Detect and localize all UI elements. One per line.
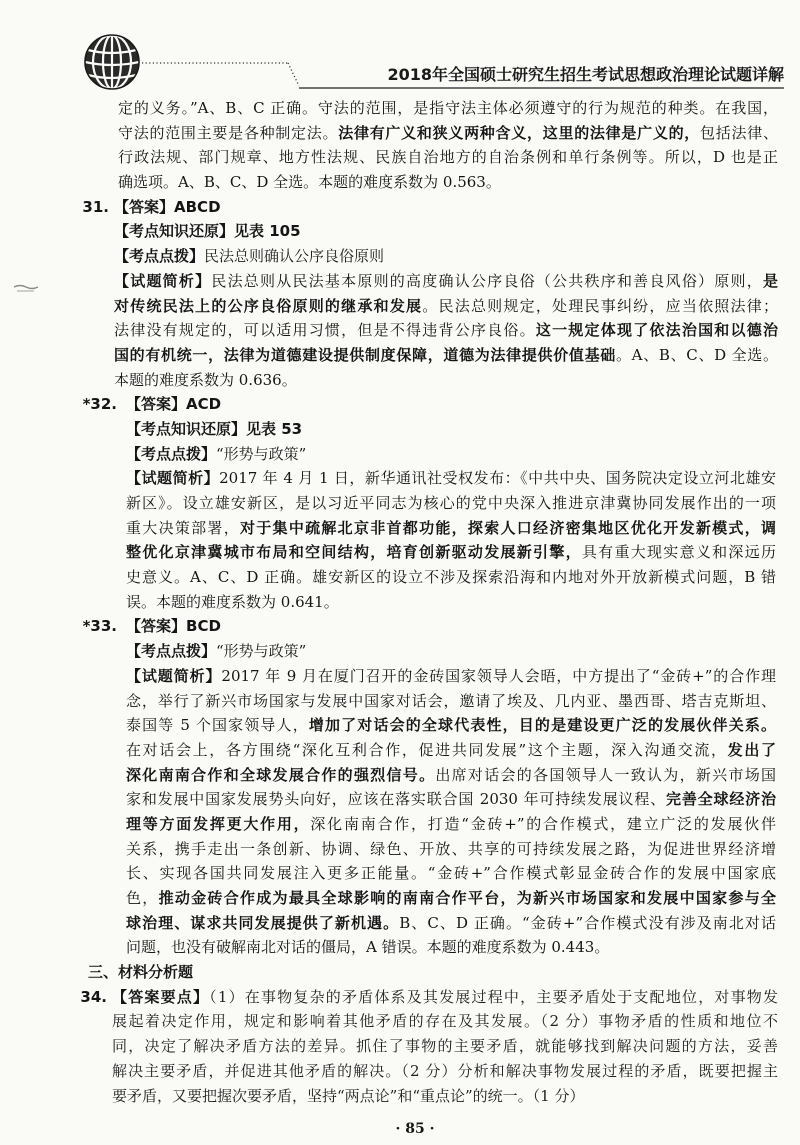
text-run: 问题，也没有破解南北对话的僵局，A 错误。本题的难度系数为 0.443。 [126, 938, 610, 957]
answer-line [114, 195, 778, 220]
text-line [126, 886, 776, 911]
text-run: 同，决定了解决矛盾方法的差异。抓住了事物的主要矛盾，就能够找到解决问题的方法，妥善 [112, 1037, 778, 1056]
text-line [118, 96, 778, 121]
text-run: 守法的范围主要是各种制定法。 [118, 123, 339, 142]
text-line [126, 565, 776, 590]
text-line [126, 763, 776, 788]
text-line [126, 911, 776, 936]
tip-line [126, 442, 776, 467]
emphasized-text: 整优化京津冀城市布局和空间结构，培育创新驱动发展新引擎， [126, 543, 582, 562]
text-run: 重大决策部署， [126, 518, 240, 537]
emphasized-text: 增加了对话会的全球代表性，目的是建设更广泛的发展伙伴关系。 [308, 716, 776, 735]
globe-icon [85, 35, 139, 89]
analysis-block [126, 466, 776, 614]
emphasized-text: 发出了 [727, 740, 776, 759]
text-line [114, 343, 778, 368]
text-run: 史意义。A、C、D 正确。雄安新区的设立不涉及探索沿海和内地对外开放新模式问题，B 错 [126, 568, 776, 587]
text-run: （1）在事物复杂的矛盾体系及其发展过程中，主要矛盾处于支配地位，对事物发 [209, 987, 778, 1006]
text-line [112, 1059, 778, 1084]
tip-line [114, 244, 778, 269]
emphasized-text: 完善全球经济治 [666, 790, 776, 809]
tip-line [126, 639, 776, 664]
emphasized-text: 深化南南合作和全球发展合作的强烈信号。 [126, 765, 436, 784]
emphasized-text: 对于集中疏解北京非首都功能，探索人口经济密集地区优化开发新模式，调 [239, 518, 776, 537]
tip-label: 【考点点拨】 [114, 247, 205, 266]
text-line [126, 491, 776, 516]
question-number: 34. [80, 987, 107, 1006]
text-run: 关系，携手走出一条创新、协调、绿色、开放、共享的可持续发展之路，为促进世界经济增 [126, 839, 776, 858]
text-line [114, 318, 778, 343]
question-number: 31. [82, 197, 109, 216]
knowledge-line [114, 219, 778, 244]
emphasized-text: 球治理、谋求共同发展提供了新机遇。 [126, 913, 400, 932]
text-line [118, 170, 778, 195]
section-label: 【答案要点】 [112, 987, 210, 1006]
text-line [114, 269, 778, 294]
answer-value: ACD [186, 395, 222, 414]
tip-label: 【考点点拨】 [126, 444, 217, 463]
text-run: 本题的难度系数为 0.636。 [114, 370, 297, 389]
knowledge-reference: 见表 105 [234, 222, 301, 241]
answer-value: ABCD [174, 197, 221, 216]
text-line [112, 985, 778, 1010]
knowledge-line [126, 417, 776, 442]
text-line [126, 812, 776, 837]
knowledge-label: 【考点知识还原】 [114, 222, 235, 241]
text-line [112, 1009, 778, 1034]
text-run: 法律没有规定的，可以适用习惯，但是不得违背公序良俗。 [114, 321, 536, 340]
text-run: 家和发展中国家发展势头向好，应该在落实联合国 2030 年可持续发展议程、 [126, 790, 667, 809]
text-line [114, 368, 778, 393]
text-line [118, 145, 778, 170]
answer-points-block [112, 985, 778, 1108]
question-number: *33. [82, 617, 117, 636]
continued-explanation [118, 96, 778, 195]
section-label: 【试题简析】 [126, 666, 222, 685]
book-title: 2018年全国硕士研究生招生考试思想政治理论试题详解 [387, 65, 784, 84]
text-line [112, 1034, 778, 1059]
page-body [0, 96, 800, 1108]
text-line [126, 664, 776, 689]
text-run: 长、实现各国共同发展注入更多正能量。“金砖+”合作模式彰显金砖合作的发展中国家底 [126, 864, 776, 883]
text-run: 深化南南合作，打造“金砖+”的合作模式，建立广泛的发展伙伴 [310, 814, 776, 833]
text-run: 民法总则从民法基本原则的高度确认公序良俗（公共秩序和善良风俗）原则， [211, 271, 763, 290]
dotted-rule-drop [288, 63, 299, 86]
text-run: 2017 年 4 月 1 日，新华通讯社受权发布：《中共中央、国务院决定设立河北雄安 [219, 469, 776, 488]
text-line [126, 516, 776, 541]
text-line [126, 787, 776, 812]
answer-line [126, 614, 776, 639]
text-line [126, 590, 776, 615]
text-run: 。民法总则规定，处理民事纠纷，应当依照法律； [422, 296, 778, 315]
knowledge-label: 【考点知识还原】 [126, 419, 247, 438]
tip-text: “形势与政策” [216, 444, 307, 463]
answer-label: 【答案】 [126, 617, 187, 636]
text-line [126, 861, 776, 886]
text-run: 展起着决定作用，规定和影响着其他矛盾的存在及其发展。（2 分）事物矛盾的性质和地位不 [112, 1012, 778, 1031]
text-line [126, 689, 776, 714]
text-line [126, 540, 776, 565]
text-line [118, 121, 778, 146]
text-run: 定的义务。”A、B、C 正确。守法的范围，是指守法主体必须遵守的行为规范的种类。在我国， [118, 99, 778, 117]
text-run: 2017 年 9 月在厦门召开的金砖国家领导人会晤，中方提出了“金砖+”的合作理 [221, 666, 776, 685]
text-run: 解决主要矛盾，并促进其他矛盾的解决。（2 分）分析和解决事物发展过程的矛盾，既要把握主 [112, 1061, 778, 1080]
text-line [126, 935, 776, 960]
text-run: B、C、D 正确。“金砖+”合作模式没有涉及南北对话 [399, 913, 776, 932]
emphasized-text: 国的有机统一，法律为道德建设提供制度保障，道德为法律提供价值基础 [114, 345, 616, 364]
section-label: 【试题简析】 [114, 271, 212, 290]
tip-text: “形势与政策” [216, 642, 307, 661]
answer-label: 【答案】 [126, 395, 187, 414]
emphasized-text: 推动金砖合作成为最具全球影响的南南合作平台，为新兴市场国家和发展中国家参与全 [158, 889, 776, 907]
text-line [126, 738, 776, 763]
question-32 [82, 392, 776, 614]
text-run: 色， [126, 889, 159, 907]
text-run: 在对话会上，各方围绕“深化互利合作，促进共同发展”这个主题，深入沟通交流， [126, 740, 728, 759]
analysis-block [114, 269, 778, 392]
text-run: 具有重大现实意义和深远历 [581, 543, 776, 562]
question-31 [82, 195, 778, 393]
text-line [112, 1084, 778, 1109]
emphasized-text: 对传统民法上的公序良俗原则的继承和发展 [114, 296, 423, 315]
text-run: 。A、B、C、D 全选。 [615, 345, 778, 364]
answer-line [126, 392, 776, 417]
section-label: 【试题简析】 [126, 469, 220, 488]
tip-label: 【考点点拨】 [126, 642, 217, 661]
section-heading: 三、材料分析题 [88, 963, 194, 982]
question-number: *32. [82, 395, 117, 414]
analysis-block [126, 664, 776, 960]
page-number: · 85 · [395, 1121, 435, 1137]
text-run: 要矛盾，又要把握次要矛盾，坚持“两点论”和“重点论”的统一。（1 分） [112, 1086, 585, 1105]
text-run: 新区》。设立雄安新区，是以习近平同志为核心的党中央深入推进京津冀协同发展作出的一项 [126, 494, 776, 512]
question-33 [82, 614, 776, 960]
emphasized-text: 是 [762, 271, 778, 290]
text-line [114, 294, 778, 319]
text-run: 念，举行了新兴市场国家与发展中国家对话会，邀请了埃及、几内亚、墨西哥、塔吉克斯坦、 [126, 691, 776, 710]
answer-label: 【答案】 [114, 197, 175, 216]
text-run: 误。本题的难度系数为 0.641。 [126, 592, 339, 611]
tip-text: 民法总则确认公序良俗原则 [204, 247, 385, 266]
text-run: 泰国等 5 个国家领导人， [126, 716, 309, 735]
emphasized-text: 法律有广义和狭义两种含义，这里的法律是广义的， [338, 123, 701, 142]
text-run: 确选项。A、B、C、D 全选。本题的难度系数为 0.563。 [118, 173, 501, 192]
text-line [126, 837, 776, 862]
answer-value: BCD [186, 617, 221, 636]
text-run: 包括法律、 [700, 123, 778, 142]
text-run: 出席对话会的各国领导人一致认为，新兴市场国 [435, 765, 776, 784]
text-line [126, 713, 776, 738]
text-run: 行政法规、部门规章、地方性法规、民族自治地方的自治条例和单行条例等。所以，D 也是正 [118, 148, 778, 167]
text-line [126, 466, 776, 491]
question-34 [80, 985, 778, 1108]
emphasized-text: 理等方面发挥更大作用， [126, 814, 311, 833]
knowledge-reference: 见表 53 [246, 419, 303, 438]
emphasized-text: 这一规定体现了依法治国和以德治 [535, 321, 778, 340]
